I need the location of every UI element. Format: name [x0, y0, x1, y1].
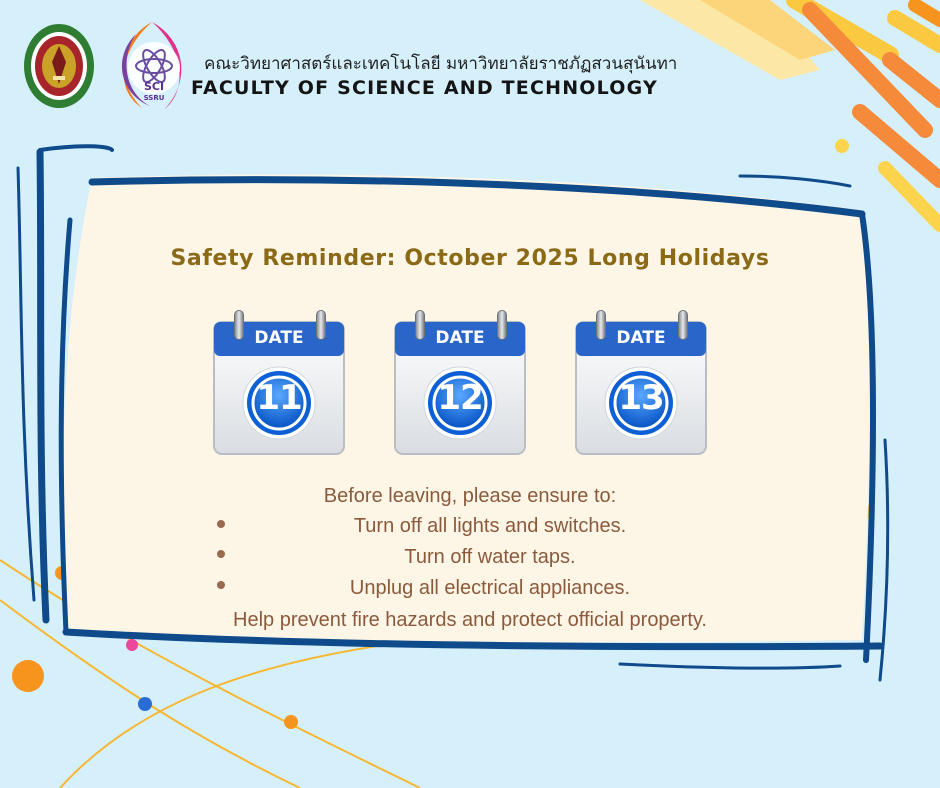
calendar-label: DATE — [616, 328, 666, 348]
calendar-day-number: 13 — [618, 378, 664, 418]
calendar-day-number: 12 — [437, 378, 483, 418]
svg-text:SCI: SCI — [143, 80, 165, 93]
orange-dot-bottom — [284, 715, 298, 729]
orange-dot-large — [12, 660, 44, 692]
university-seal-icon — [22, 22, 96, 110]
checklist-intro: Before leaving, please ensure to: — [323, 485, 617, 507]
calendar-day-1 — [212, 310, 346, 456]
header — [22, 18, 722, 118]
calendar-label: DATE — [435, 328, 485, 348]
checklist-item: Turn off water taps. — [404, 546, 576, 568]
pink-dot — [126, 639, 138, 651]
blue-dot — [138, 697, 152, 711]
closing-note: Help prevent fire hazards and protect official property. — [233, 609, 707, 631]
calendar-day-number: 11 — [256, 378, 302, 418]
faculty-atom-logo-icon — [102, 18, 202, 118]
calendar-day-3 — [574, 310, 708, 456]
faculty-thai-name: คณะวิทยาศาสตร์และเทคโนโลยี มหาวิทยาลัยราชภัฏสวนสุนันทา — [204, 54, 678, 74]
checklist-item: Turn off all lights and switches. — [353, 515, 627, 537]
faculty-english-name: FACULTY OF SCIENCE AND TECHNOLOGY — [191, 77, 658, 99]
svg-text:SSRU: SSRU — [143, 94, 165, 102]
calendar-label: DATE — [254, 328, 304, 348]
page-title: Safety Reminder: October 2025 Long Holidays — [170, 246, 770, 271]
calendar-day-2 — [393, 310, 527, 456]
checklist-item: Unplug all electrical appliances. — [349, 577, 631, 599]
